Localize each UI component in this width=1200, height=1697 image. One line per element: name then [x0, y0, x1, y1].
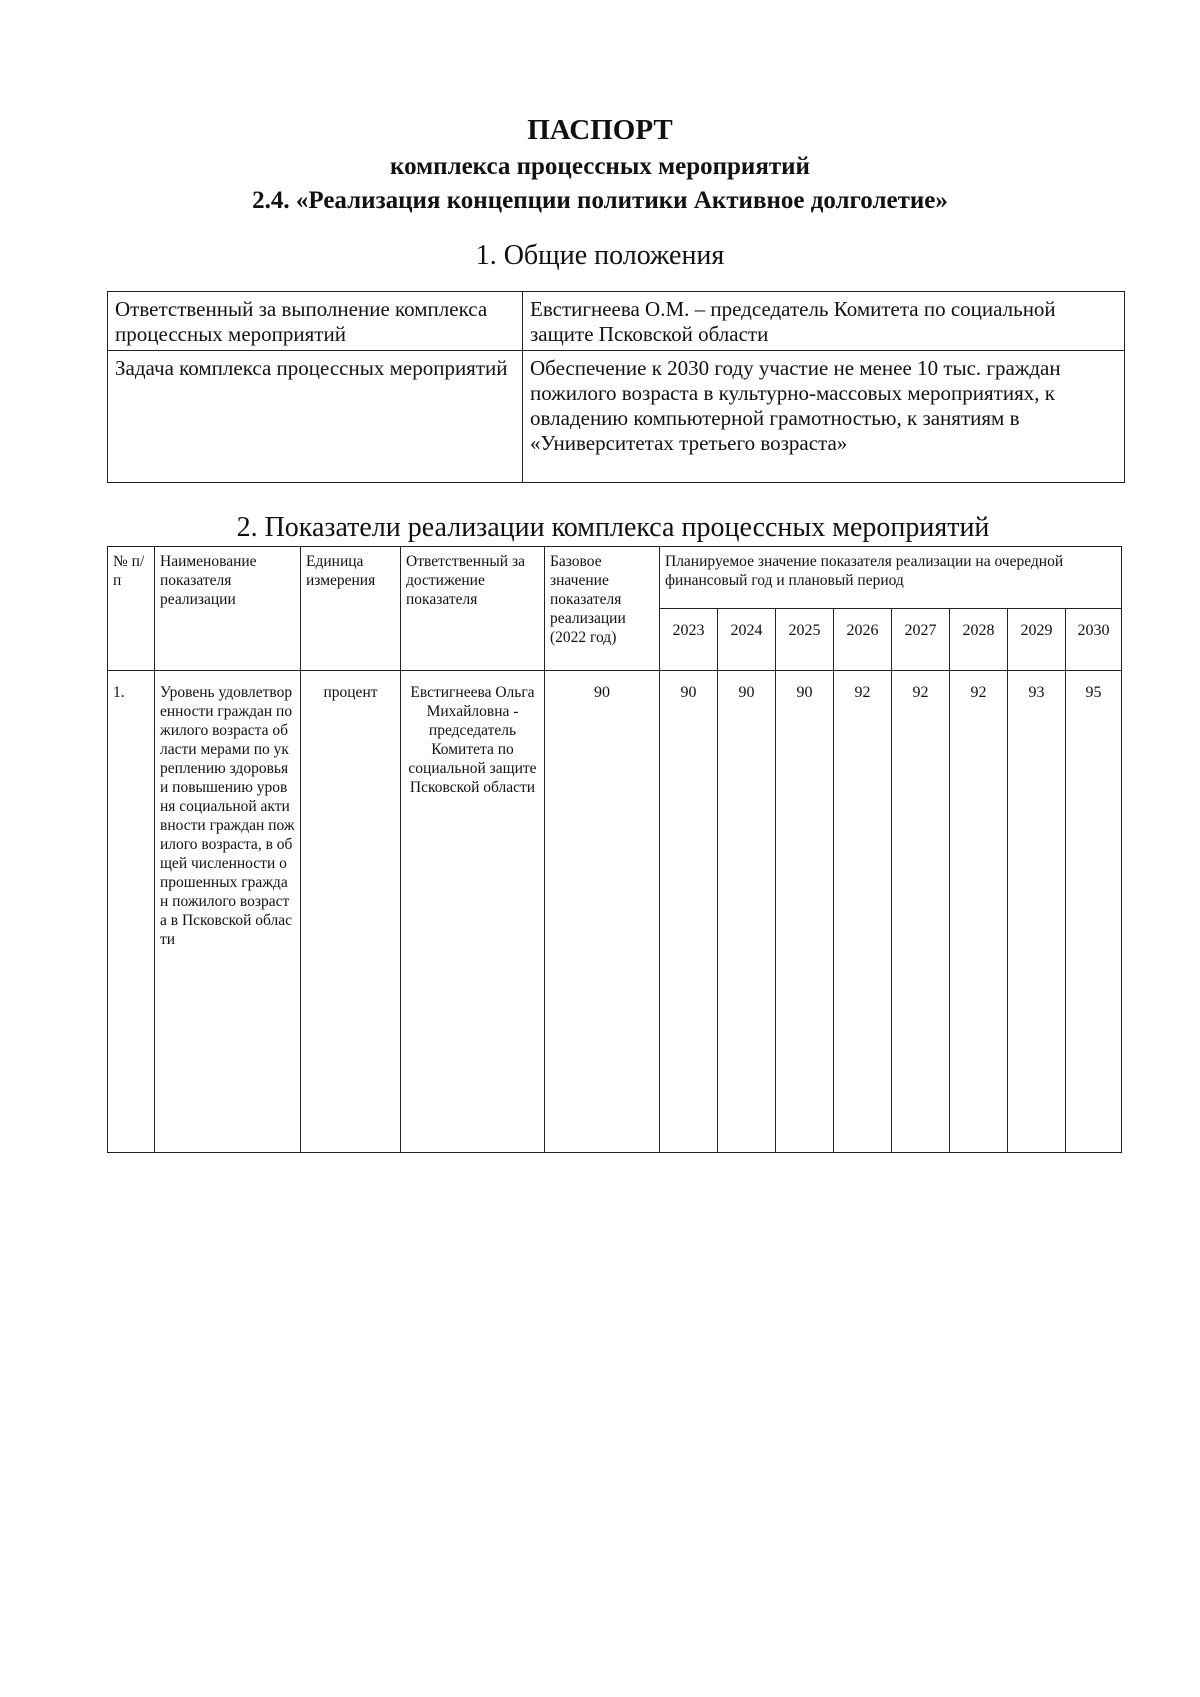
indicator-name: Уровень удовлетворенности граждан пожилого возраста области мерами по укреплению здоровья и повышению уровня социальной активности граждан пожилого возраста, в общей численности опрошенных граждан пожилого возраста в Псковской области — [155, 671, 301, 1153]
indicator-responsible: Евстигнеева Ольга Михайловна - председатель Комитета по социальной защите Псковской области — [401, 671, 545, 1153]
planned-value: 92 — [892, 671, 950, 1153]
section1-heading: 1. Общие положения — [475, 240, 725, 271]
base-value: 90 — [545, 671, 660, 1153]
indicators-table — [107, 546, 1122, 1153]
planned-value: 92 — [834, 671, 892, 1153]
col-header-responsible: Ответственный за достижение показателя — [401, 547, 545, 671]
planned-value: 90 — [718, 671, 776, 1153]
year-header: 2023 — [660, 609, 718, 671]
col-header-base: Базовое значение показателя реализации (2022 год) — [545, 547, 660, 671]
year-header: 2025 — [776, 609, 834, 671]
section2-heading: 2. Показатели реализации комплекса процессных мероприятий — [236, 512, 990, 543]
col-header-planned: Планируемое значение показателя реализации на очередной финансовый год и плановый период — [660, 547, 1122, 609]
responsible-value: Евстигнеева О.М. – председатель Комитета по социальной защите Псковской области — [523, 292, 1125, 351]
table-row — [108, 671, 1122, 1153]
planned-value: 92 — [950, 671, 1008, 1153]
general-provisions-table — [107, 291, 1125, 483]
header-row — [108, 547, 1122, 609]
program-title: 2.4. «Реализация концепции политики Активное долголетие» — [252, 187, 948, 214]
task-value: Обеспечение к 2030 году участие не менее 10 тыс. граждан пожилого возраста в культурно-массовых мероприятиях, к овладению компьютерной грамотностью, к занятиям в «Университетах третьего возраста» — [523, 351, 1125, 483]
col-header-num: № п/п — [108, 547, 155, 671]
responsible-label: Ответственный за выполнение комплекса процессных мероприятий — [108, 292, 523, 351]
col-header-name: Наименование показателя реализации — [155, 547, 301, 671]
year-header: 2027 — [892, 609, 950, 671]
table-row — [108, 351, 1125, 483]
year-header: 2028 — [950, 609, 1008, 671]
row-num: 1. — [108, 671, 155, 1153]
table-row — [108, 292, 1125, 351]
task-label: Задача комплекса процессных мероприятий — [108, 351, 523, 483]
document-subtitle: комплекса процессных мероприятий — [390, 153, 810, 180]
col-header-unit: Единица измерения — [301, 547, 401, 671]
planned-value: 95 — [1066, 671, 1122, 1153]
year-header: 2024 — [718, 609, 776, 671]
year-header: 2029 — [1008, 609, 1066, 671]
planned-value: 93 — [1008, 671, 1066, 1153]
year-header: 2030 — [1066, 609, 1122, 671]
planned-value: 90 — [776, 671, 834, 1153]
indicator-unit: процент — [301, 671, 401, 1153]
document-title: ПАСПОРТ — [527, 114, 673, 146]
year-header: 2026 — [834, 609, 892, 671]
planned-value: 90 — [660, 671, 718, 1153]
